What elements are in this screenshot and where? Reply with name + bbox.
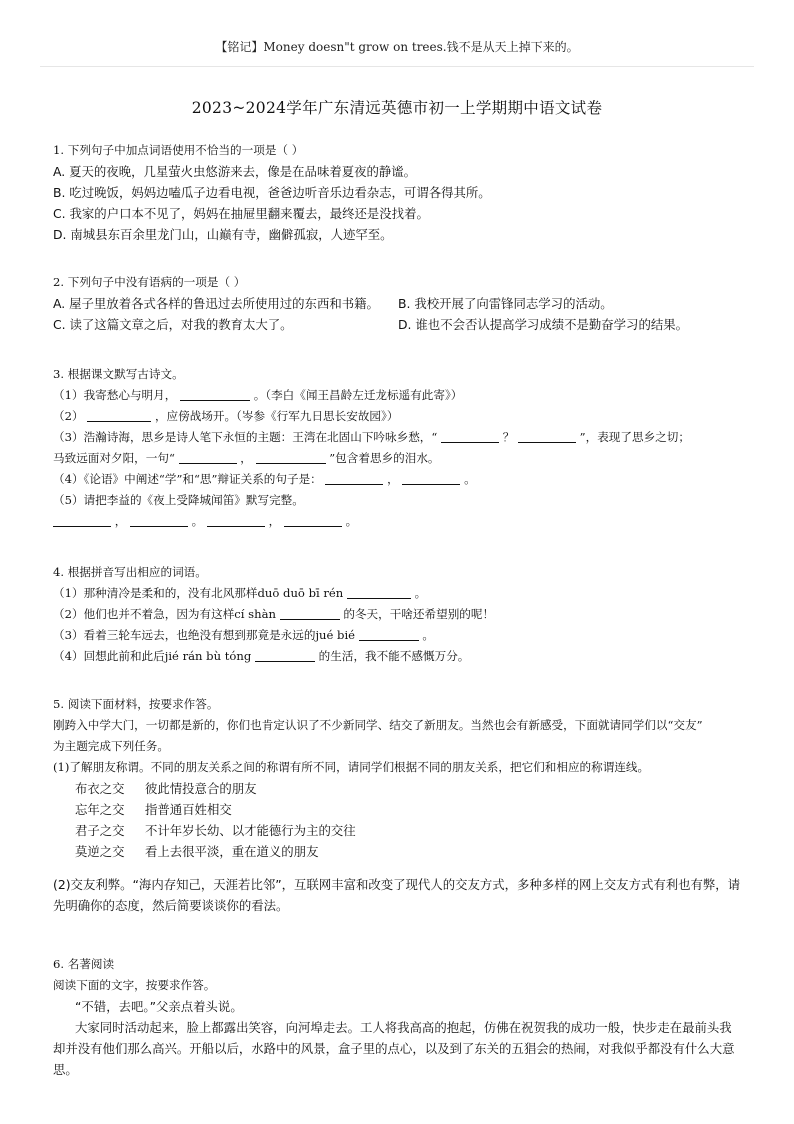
- question-6-stem: 6. 名著阅读: [53, 957, 115, 971]
- question-4-item-3: （3）看着三轮车远去，也绝没有想到那竟是永远的jué bié 。: [53, 628, 435, 642]
- matching-row: [75, 778, 743, 799]
- answer-blank[interactable]: [130, 514, 188, 527]
- question-3-item-3-cont: 马致远面对夕阳，一句“ ， ”包含着思乡的泪水。: [53, 451, 440, 465]
- question-3: [53, 364, 743, 532]
- answer-blank[interactable]: [359, 628, 419, 641]
- header-divider: [40, 66, 754, 67]
- question-4: [53, 562, 743, 667]
- question-5-task-2: (2)交友利弊。“海内存知己，天涯若比邻”，互联网丰富和改变了现代人的交友方式，多种多样的网上交友方式有利也有弊，请先明确你的态度，然后简要谈谈你的看法。: [53, 877, 741, 913]
- answer-blank[interactable]: [207, 514, 265, 527]
- friendship-term[interactable]: 忘年之交: [75, 802, 125, 817]
- question-5: [53, 694, 743, 916]
- answer-blank[interactable]: [53, 514, 111, 527]
- question-5-stem: 5. 阅读下面材料，按要求作答。: [53, 697, 219, 711]
- question-1-option-c: C. 我家的户口本不见了，妈妈在抽屉里翻来覆去，最终还是没找着。: [53, 206, 429, 221]
- answer-blank[interactable]: [180, 388, 250, 401]
- question-6-instruction: 阅读下面的文字，按要求作答。: [53, 978, 216, 992]
- question-3-item-5-blanks: ， 。 ， 。: [53, 511, 743, 532]
- answer-blank[interactable]: [284, 514, 342, 527]
- question-3-stem: 3. 根据课文默写古诗文。: [53, 367, 184, 381]
- answer-blank[interactable]: [255, 649, 315, 662]
- question-3-item-1: （1）我寄愁心与明月， 。（李白《闻王昌龄左迁龙标遥有此寄》）: [53, 388, 463, 402]
- friendship-term[interactable]: 布衣之交: [75, 781, 125, 796]
- question-4-stem: 4. 根据拼音写出相应的词语。: [53, 565, 207, 579]
- friendship-term[interactable]: 莫逆之交: [75, 844, 125, 859]
- question-2-option-d: D. 谁也不会否认提高学习成绩不是勤奋学习的结果。: [398, 317, 689, 332]
- question-1: [53, 140, 743, 245]
- matching-row: [75, 799, 743, 820]
- question-3-item-5: （5）请把李益的《夜上受降城闻笛》默写完整。: [53, 493, 304, 507]
- answer-blank[interactable]: [179, 451, 237, 464]
- question-2-stem: 2. 下列句子中没有语病的一项是（ ）: [53, 275, 246, 289]
- question-3-item-4: （4）《论语》中阐述“学”和“思”辩证关系的句子是： ， 。: [53, 472, 476, 486]
- exam-title: 2023~2024学年广东清远英德市初一上学期期中语文试卷: [191, 99, 603, 117]
- question-1-option-b: B. 吃过晚饭，妈妈边嗑瓜子边看电视，爸爸边听音乐边看杂志，可谓各得其所。: [53, 185, 491, 200]
- question-1-stem: 1. 下列句子中加点词语使用不恰当的一项是（ ）: [53, 143, 304, 157]
- question-5-intro-cont: 为主题完成下列任务。: [53, 739, 169, 753]
- friendship-description[interactable]: 指普通百姓相交: [145, 802, 232, 817]
- question-4-item-4: （4）回想此前和此后jié rán bù tóng 的生活，我不能不感慨万分。: [53, 649, 470, 663]
- matching-row: [75, 820, 743, 841]
- question-5-task-1: (1)了解朋友称谓。不同的朋友关系之间的称谓有所不同，请同学们根据不同的朋友关系，把它们和相应的称谓连线。: [53, 760, 650, 774]
- friendship-term[interactable]: 君子之交: [75, 823, 125, 838]
- motto-header: 【铭记】Money doesn"t grow on trees.钱不是从天上掉下来的。: [215, 40, 579, 54]
- question-2: [53, 272, 743, 335]
- question-3-item-3: （3）浩瀚诗海，思乡是诗人笔下永恒的主题：王湾在北固山下吟咏乡愁，“ ？ ”，表现了思乡之切；: [53, 430, 690, 444]
- answer-blank[interactable]: [87, 409, 151, 422]
- friendship-description[interactable]: 不计年岁长幼、以才能德行为主的交往: [145, 823, 356, 838]
- reading-paragraph-2: 大家同时活动起来，脸上都露出笑容，向河埠走去。工人将我高高的抱起，仿佛在祝贺我的成功一般，快步走在最前头我却并没有他们那么高兴。开船以后，水路中的风景，盒子里的点心，以及到了东关的五猖会的热闹，对我似乎都没有什么大意思。: [53, 1020, 735, 1077]
- question-2-option-b: B. 我校开展了向雷锋同志学习的活动。: [398, 296, 613, 311]
- question-4-item-1: （1）那种清冷是柔和的，没有北风那样duō duō bī rén 。: [53, 586, 427, 600]
- friendship-description[interactable]: 彼此情投意合的朋友: [145, 781, 257, 796]
- reading-paragraph-1: “不错，去吧。”父亲点着头说。: [75, 999, 243, 1014]
- answer-blank[interactable]: [402, 472, 460, 485]
- answer-blank[interactable]: [280, 607, 340, 620]
- question-5-intro: 刚跨入中学大门，一切都是新的，你们也肯定认识了不少新同学、结交了新朋友。当然也会有新感受，下面就请同学们以“交友”: [53, 718, 703, 732]
- question-4-item-2: （2）他们也并不着急，因为有这样cí shàn 的冬天，干啥还希望别的呢！: [53, 607, 495, 621]
- question-2-option-a: A. 屋子里放着各式各样的鲁迅过去所使用过的东西和书籍。: [53, 296, 379, 311]
- answer-blank[interactable]: [347, 586, 411, 599]
- answer-blank[interactable]: [518, 430, 576, 443]
- answer-blank[interactable]: [256, 451, 326, 464]
- matching-row: [75, 841, 743, 862]
- question-6: [53, 954, 743, 1080]
- friendship-description[interactable]: 看上去很平淡，重在道义的朋友: [145, 844, 319, 859]
- question-3-item-2: （2） ，应傍战场开。（岑参《行军九日思长安故园》）: [53, 409, 399, 423]
- question-1-option-d: D. 南城县东百余里龙门山，山巅有寺，幽僻孤寂，人迹罕至。: [53, 227, 393, 242]
- question-2-option-c: C. 读了这篇文章之后，对我的教育太大了。: [53, 317, 293, 332]
- answer-blank[interactable]: [441, 430, 499, 443]
- question-1-option-a: A. 夏天的夜晚，几星萤火虫悠游来去，像是在品味着夏夜的静谧。: [53, 164, 417, 179]
- answer-blank[interactable]: [325, 472, 383, 485]
